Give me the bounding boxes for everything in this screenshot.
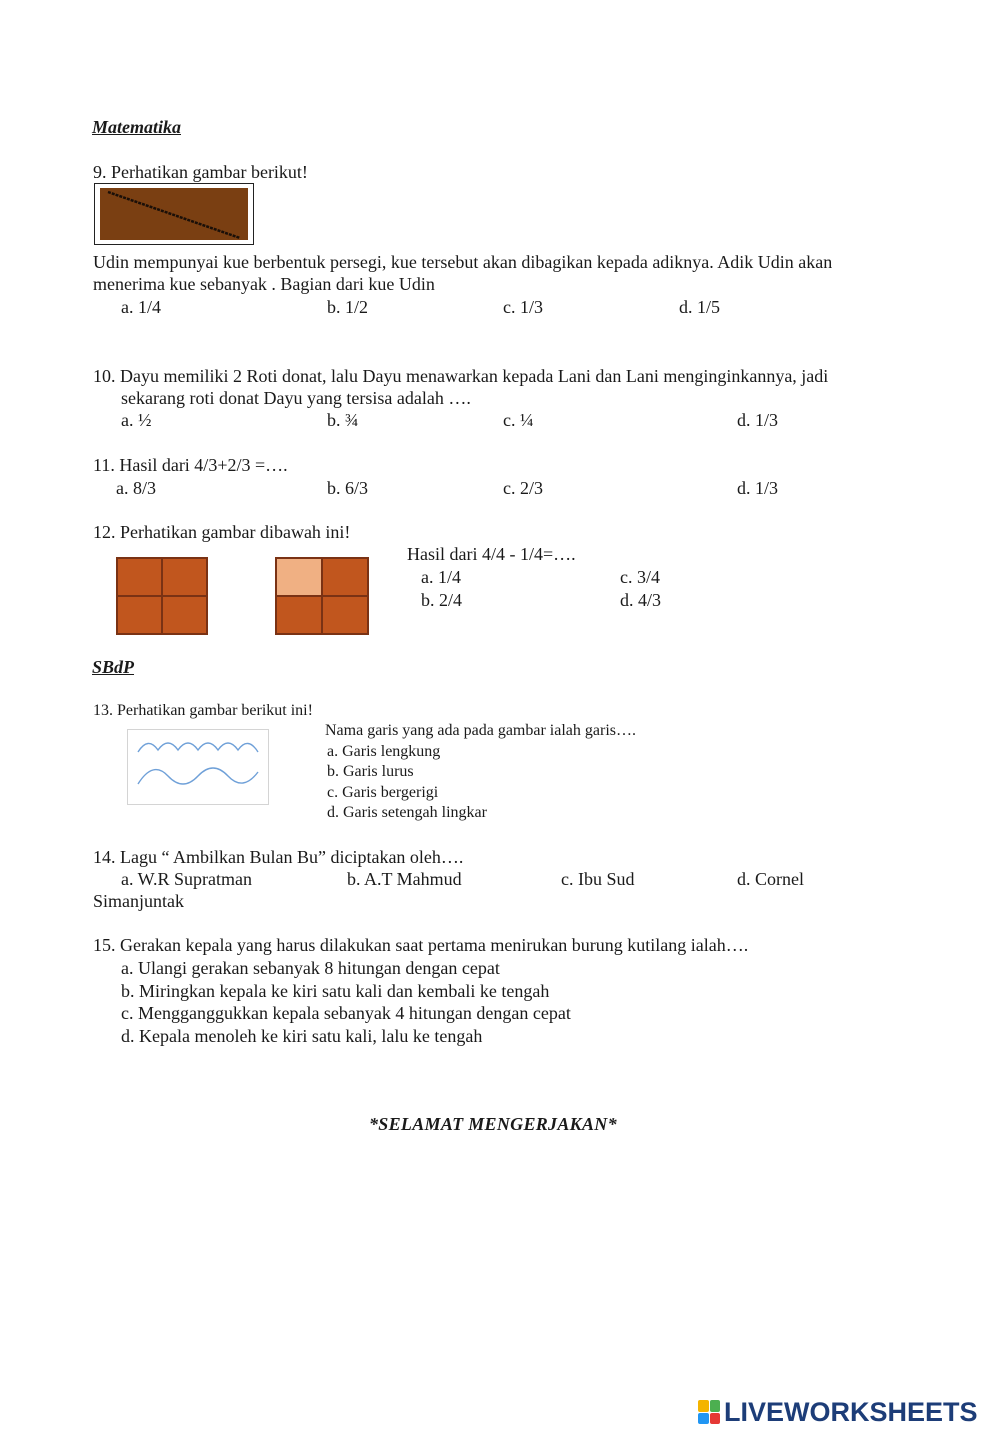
- cake-diagonal-cut: [100, 188, 248, 240]
- q14-option-b[interactable]: b. A.T Mahmud: [347, 869, 462, 889]
- q15-option-b[interactable]: b. Miringkan kepala ke kiri satu kali dan kembali ke tengah: [121, 981, 550, 1001]
- q9-option-a[interactable]: a. 1/4: [121, 297, 161, 317]
- q11-option-c[interactable]: c. 2/3: [503, 478, 543, 498]
- q14-option-d[interactable]: d. Cornel: [737, 869, 804, 889]
- square-cell: [322, 596, 368, 634]
- q12-option-a[interactable]: a. 1/4: [421, 567, 461, 587]
- q12-option-b[interactable]: b. 2/4: [421, 590, 463, 610]
- q13-wave-image: [127, 729, 269, 805]
- q14-option-d-continued: Simanjuntak: [93, 891, 184, 911]
- brand-name: LIVEWORKSHEETS: [724, 1396, 978, 1427]
- q10-prompt-line2: sekarang roti donat Dayu yang tersisa adalah ….: [121, 388, 471, 408]
- q13-prompt: 13. Perhatikan gambar berikut ini!: [93, 702, 313, 719]
- section-title-matematika: Matematika: [92, 117, 181, 137]
- square-cell: [276, 596, 322, 634]
- q14-option-c[interactable]: c. Ibu Sud: [561, 869, 635, 889]
- square-cell: [162, 558, 207, 596]
- q11-option-a[interactable]: a. 8/3: [116, 478, 156, 498]
- q11-option-b[interactable]: b. 6/3: [327, 478, 369, 498]
- q15-option-c[interactable]: c. Mengganggukkan kepala sebanyak 4 hitungan dengan cepat: [121, 1003, 571, 1023]
- q14-prompt: 14. Lagu “ Ambilkan Bulan Bu” diciptakan oleh….: [93, 847, 464, 867]
- q15-option-a[interactable]: a. Ulangi gerakan sebanyak 8 hitungan dengan cepat: [121, 958, 500, 978]
- q12-prompt: 12. Perhatikan gambar dibawah ini!: [93, 522, 351, 542]
- q12-option-c[interactable]: c. 3/4: [620, 567, 660, 587]
- q9-option-b[interactable]: b. 1/2: [327, 297, 369, 317]
- q10-prompt-line1: 10. Dayu memiliki 2 Roti donat, lalu Dayu menawarkan kepada Lani dan Lani menginginkannya, jadi: [93, 366, 829, 386]
- square-cell: [117, 596, 162, 634]
- q9-text-line1: Udin mempunyai kue berbentuk persegi, kue tersebut akan dibagikan kepada adiknya. Adik Udin akan: [93, 252, 833, 272]
- q10-option-d[interactable]: d. 1/3: [737, 410, 779, 430]
- q9-prompt: 9. Perhatikan gambar berikut!: [93, 162, 308, 182]
- q12-quarter-removed-square: [275, 557, 369, 635]
- q10-option-c[interactable]: c. ¼: [503, 410, 534, 430]
- q10-option-a[interactable]: a. ½: [121, 410, 152, 430]
- q13-option-d[interactable]: d. Garis setengah lingkar: [327, 804, 487, 821]
- square-cell: [162, 596, 207, 634]
- q13-question: Nama garis yang ada pada gambar ialah garis….: [325, 722, 636, 739]
- square-cell-removed: [276, 558, 322, 596]
- square-cell: [117, 558, 162, 596]
- q13-option-a[interactable]: a. Garis lengkung: [327, 743, 441, 760]
- square-cell: [322, 558, 368, 596]
- q9-option-c[interactable]: c. 1/3: [503, 297, 543, 317]
- q12-whole-square: [116, 557, 208, 635]
- q9-cake-image: [94, 183, 254, 245]
- q13-option-b[interactable]: b. Garis lurus: [327, 763, 414, 780]
- q13-option-c[interactable]: c. Garis bergerigi: [327, 784, 439, 801]
- q15-option-d[interactable]: d. Kepala menoleh ke kiri satu kali, lalu ke tengah: [121, 1026, 483, 1046]
- q11-prompt: 11. Hasil dari 4/3+2/3 =….: [93, 455, 288, 475]
- q14-option-a[interactable]: a. W.R Supratman: [121, 869, 252, 889]
- wavy-lines: [128, 730, 268, 804]
- q10-option-b[interactable]: b. ¾: [327, 410, 359, 430]
- liveworksheets-logo: [698, 1396, 978, 1428]
- closing-message: *SELAMAT MENGERJAKAN*: [369, 1114, 617, 1134]
- q11-option-d[interactable]: d. 1/3: [737, 478, 779, 498]
- section-title-sbdp: SBdP: [92, 657, 135, 677]
- q12-option-d[interactable]: d. 4/3: [620, 590, 662, 610]
- liveworksheets-logo-icon: [698, 1400, 720, 1424]
- q12-question: Hasil dari 4/4 - 1/4=….: [407, 544, 576, 564]
- q9-text-line2: menerima kue sebanyak . Bagian dari kue Udin: [93, 274, 435, 294]
- q15-prompt: 15. Gerakan kepala yang harus dilakukan saat pertama menirukan burung kutilang ialah….: [93, 935, 749, 955]
- q9-option-d[interactable]: d. 1/5: [679, 297, 721, 317]
